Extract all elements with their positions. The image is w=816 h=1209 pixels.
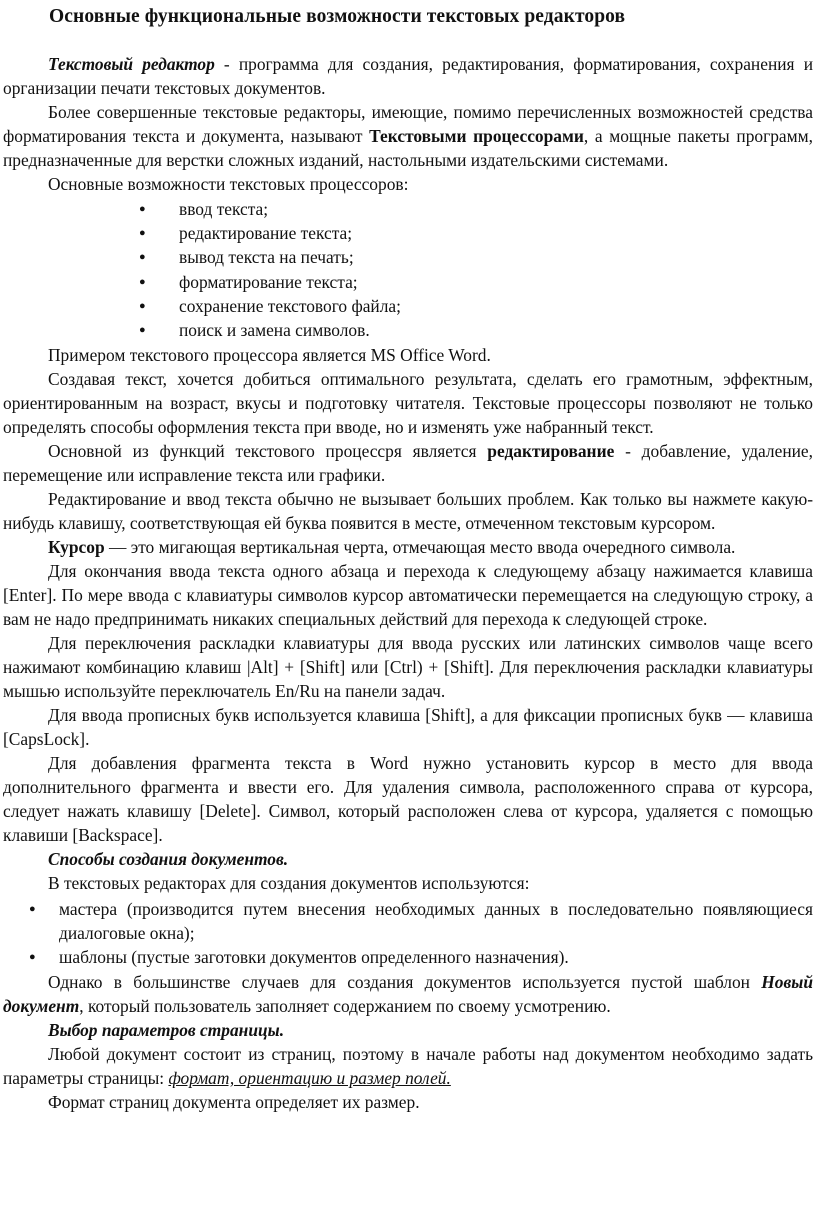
paragraph-page-parameters <box>3 1042 813 1090</box>
paragraph-text: Основной из функций текстового процессря является <box>48 441 488 462</box>
term-new-document: Новый документ <box>3 972 813 1017</box>
paragraph-enter-key: Для окончания ввода текста одного абзаца и перехода к следующему абзацу нажимается клавиша [Enter]. По мере ввода с клавиатуры символов курсор автоматически перемещается на следующую строку, а вам не надо предпринимать никаких специальных действий для перехода к следующей строке. <box>3 561 813 630</box>
list-item: ● сохранение текстового файла; <box>3 294 813 318</box>
paragraph-text: , а мощные пакеты программ, предназначенные для верстки сложных изданий, настольными издательскими системами. <box>3 126 813 170</box>
page-title: Основные функциональные возможности текстовых редакторов <box>49 6 626 27</box>
term-text-editor: Текстовый редактор <box>48 54 215 74</box>
paragraph-methods-intro: В текстовых редакторах для создания документов используются: <box>48 873 530 894</box>
paragraph-example: Примером текстового процессора является MS Office Word. <box>48 345 491 366</box>
paragraph-capabilities-intro: Основные возможности текстовых процессоров: <box>48 174 409 194</box>
paragraph-text: Любой документ состоит из страниц, поэтому в начале работы над документом необходимо задать параметры страницы: <box>3 1044 813 1089</box>
list-item: ● форматирование текста; <box>3 270 813 294</box>
list-item: ● поиск и замена символов. <box>3 318 813 342</box>
paragraph-text: , который пользователь заполняет содержанием по своему усмотрению. <box>79 996 611 1017</box>
paragraph-capital-letters: Для ввода прописных букв используется клавиша [Shift], а для фиксации прописных букв — клавиша [CapsLock]. <box>3 705 813 750</box>
methods-list <box>3 897 813 969</box>
list-item: ● мастера (производится путем внесения необходимых данных в последовательно появляющиеся диалоговые окна); <box>3 897 813 945</box>
page-parameters-link: формат, ориентацию и размер полей. <box>168 1068 451 1089</box>
list-item: ● вывод текста на печать; <box>3 245 813 269</box>
paragraph-word-processors <box>3 100 813 172</box>
list-item: ● редактирование текста; <box>3 221 813 245</box>
paragraph-text: Однако в большинстве случаев для создания документов используется пустой шаблон <box>48 972 762 993</box>
capabilities-list <box>3 197 813 342</box>
list-item: ● ввод текста; <box>3 197 813 221</box>
paragraph-new-document <box>3 970 813 1018</box>
term-cursor: Курсор <box>48 537 105 558</box>
paragraph-keyboard-layout: Для переключения раскладки клавиатуры для ввода русских или латинских символов чаще всего нажимают комбинацию клавиш |Alt] + [Shift] или [Ctrl) + [Shift]. Для переключения раскладки клавиатуры мышью используйте переключатель En/Ru на панели задач. <box>3 633 813 702</box>
paragraph-page-format: Формат страниц документа определяет их размер. <box>48 1092 420 1113</box>
paragraph-cursor <box>3 535 813 559</box>
section-heading-creating-documents: Способы создания документов. <box>48 849 289 870</box>
paragraph-text: Более совершенные текстовые редакторы, имеющие, помимо перечисленных возможностей средства форматирования текста и документа, называют <box>3 102 813 146</box>
paragraph-input: Редактирование и ввод текста обычно не вызывает больших проблем. Как только вы нажмете какую-нибудь клавишу, соответствующая ей буква появится в месте, отмеченном текстовым курсором. <box>3 489 813 534</box>
paragraph-text: - программа для создания, редактирования, форматирования, сохранения и организации печати текстовых документов. <box>3 54 813 98</box>
term-word-processors: Текстовыми процессорами <box>369 126 584 146</box>
list-item: ● шаблоны (пустые заготовки документов определенного назначения). <box>3 945 813 969</box>
paragraph-definition <box>3 52 813 100</box>
paragraph-text: — это мигающая вертикальная черта, отмечающая место ввода очередного символа. <box>104 537 736 558</box>
term-editing: редактирование <box>487 441 615 462</box>
paragraph-editing <box>3 439 813 487</box>
section-heading-page-setup: Выбор параметров страницы. <box>48 1020 285 1041</box>
paragraph-creating-text: Создавая текст, хочется добиться оптимального результата, сделать его грамотным, эффектным, ориентированным на возраст, вкусы и подготовку читателя. Текстовые процессоры позволяют не только определять способы оформления текста при вводе, но и изменять уже набранный текст. <box>3 369 813 438</box>
paragraph-adding-fragment: Для добавления фрагмента текста в Word нужно установить курсор в место для ввода дополнительного фрагмента и ввести его. Для удаления символа, расположенного справа от курсора, следует нажать клавишу [Delete]. Символ, который расположен слева от курсора, удаляется с помощью клавиши [Backspace]. <box>3 753 813 846</box>
paragraph-text: - добавление, удаление, перемещение или исправление текста или графики. <box>3 441 813 486</box>
